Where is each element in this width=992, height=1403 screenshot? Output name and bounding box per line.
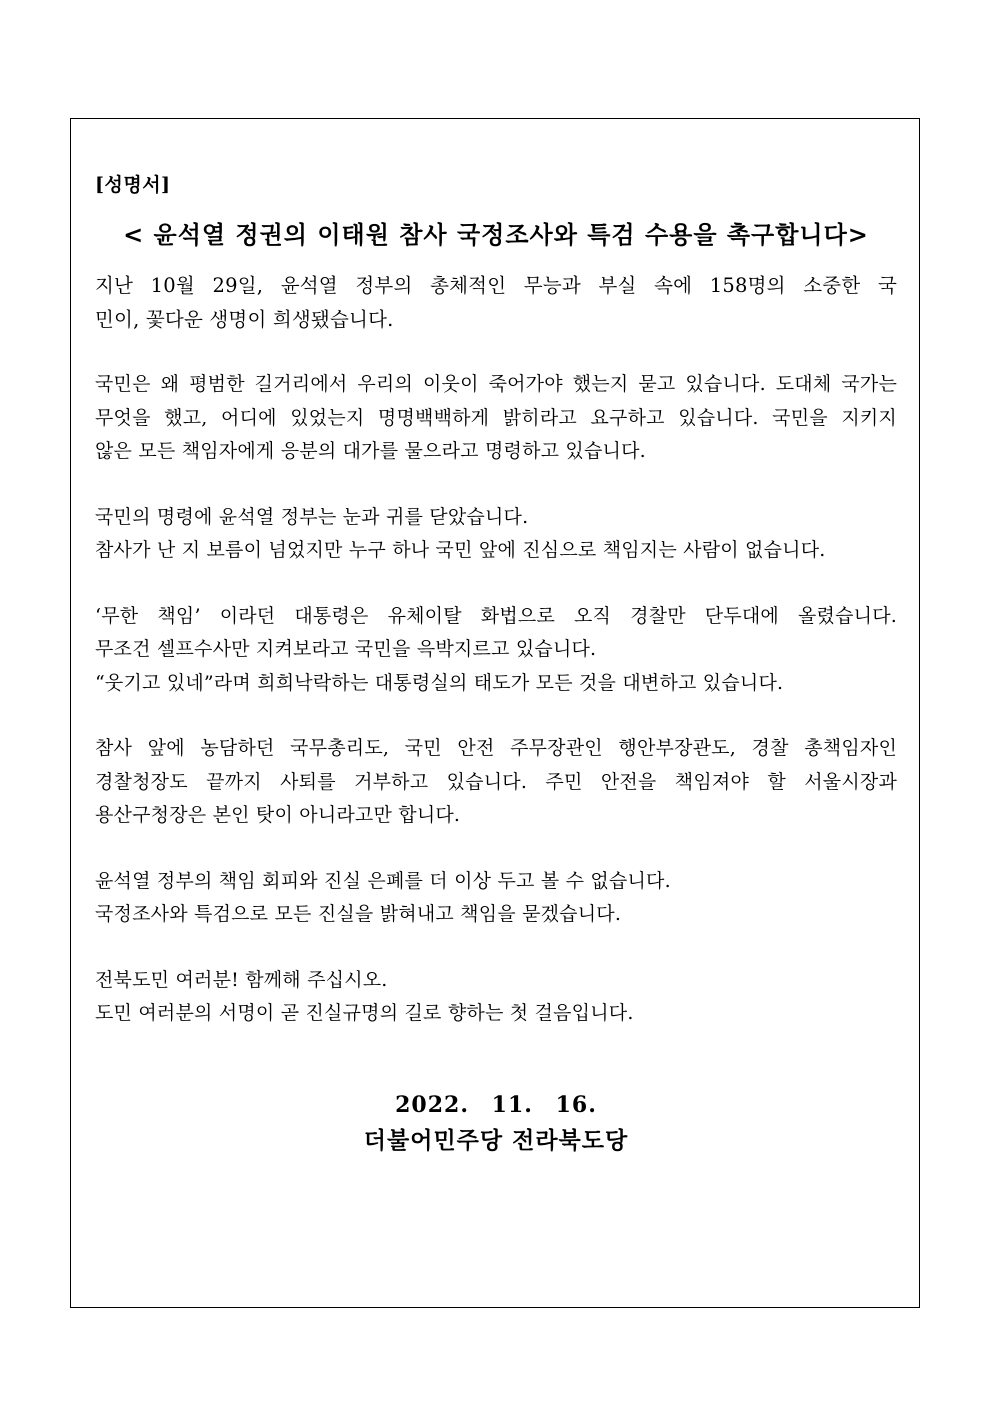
- document-frame: [70, 118, 920, 1308]
- paragraph-line: “웃기고 있네”라며 희희낙락하는 대통령실의 태도가 모든 것을 대변하고 있습니다.: [95, 671, 784, 694]
- paragraph-line: 무엇을 했고, 어디에 있었는지 명명백백하게 밝히라고 요구하고 있습니다. 국민을 지키지: [95, 406, 897, 429]
- paragraph-line: 민이, 꽃다운 생명이 희생됐습니다.: [95, 307, 394, 331]
- document-title: < 윤석열 정권의 이태원 참사 국정조사와 특검 수용을 촉구합니다>: [123, 220, 869, 249]
- paragraph-6: [95, 865, 897, 932]
- paragraph-1: [95, 269, 897, 336]
- document-date: 2022. 11. 16.: [395, 1091, 597, 1118]
- paragraph-line: 용산구청장은 본인 탓이 아니라고만 합니다.: [95, 804, 461, 826]
- paragraph-line: 지난 10월 29일, 윤석열 정부의 총체적인 무능과 부실 속에 158명의 소중한 국: [95, 274, 897, 297]
- paragraph-3: [95, 501, 897, 568]
- document-label: [성명서]: [95, 174, 171, 196]
- paragraph-line: ‘무한 책임’ 이라던 대통령은 유체이탈 화법으로 오직 경찰만 단두대에 올렸습니다.: [95, 604, 897, 627]
- issuing-organization: 더불어민주당 전라북도당: [363, 1126, 629, 1154]
- paragraph-line: 윤석열 정부의 책임 회피와 진실 은폐를 더 이상 두고 볼 수 없습니다.: [95, 869, 671, 892]
- paragraph-line: 도민 여러분의 서명이 곧 진실규명의 길로 향하는 첫 걸음입니다.: [95, 1002, 634, 1024]
- signature-block: [95, 1087, 897, 1159]
- paragraph-4: [95, 600, 897, 701]
- paragraph-line: 전북도민 여러분! 함께해 주십시오.: [95, 968, 388, 991]
- paragraph-2: [95, 368, 897, 469]
- paragraph-line: 무조건 셀프수사만 지켜보라고 국민을 윽박지르고 있습니다.: [95, 638, 597, 660]
- paragraph-line: 국민은 왜 평범한 길거리에서 우리의 이웃이 죽어가야 했는지 묻고 있습니다. 도대체 국가는: [95, 373, 897, 395]
- document-content: [95, 171, 897, 1159]
- paragraph-7: [95, 964, 897, 1031]
- paragraph-line: 국민의 명령에 윤석열 정부는 눈과 귀를 닫았습니다.: [95, 505, 529, 528]
- paragraph-line: 국정조사와 특검으로 모든 진실을 밝혀내고 책임을 묻겠습니다.: [95, 903, 622, 925]
- paragraph-line: 참사가 난 지 보름이 넘었지만 누구 하나 국민 앞에 진심으로 책임지는 사람이 없습니다.: [95, 539, 826, 561]
- paragraph-line: 않은 모든 책임자에게 응분의 대가를 물으라고 명령하고 있습니다.: [95, 440, 646, 462]
- paragraph-5: [95, 732, 897, 833]
- paragraph-line: 경찰청장도 끝까지 사퇴를 거부하고 있습니다. 주민 안전을 책임져야 할 서울시장과: [95, 770, 897, 793]
- paragraph-line: 참사 앞에 농담하던 국무총리도, 국민 안전 주무장관인 행안부장관도, 경찰 총책임자인: [95, 737, 897, 759]
